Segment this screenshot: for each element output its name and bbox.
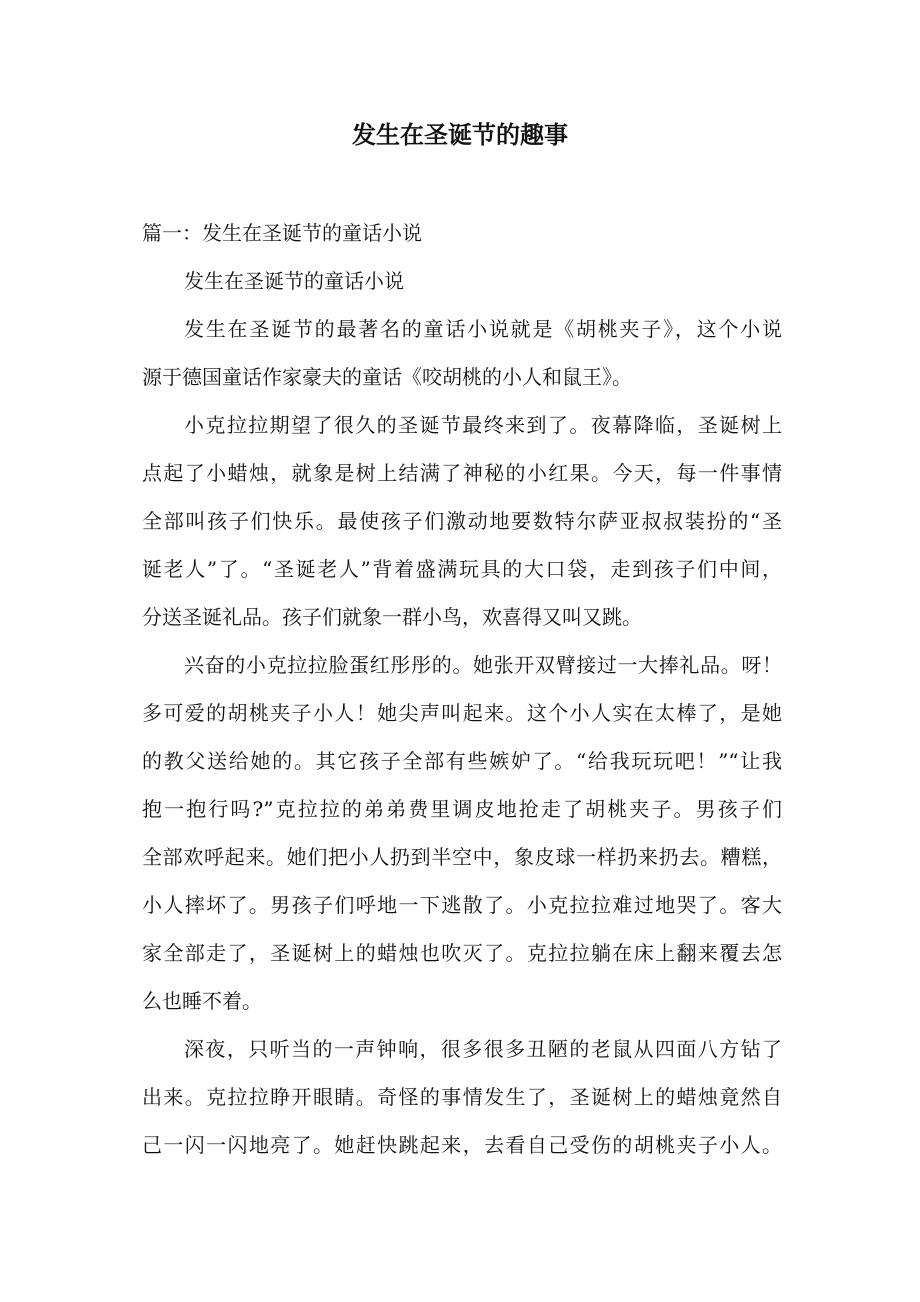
text-line: 源于德国童话作家豪夫的童话《咬胡桃的小人和鼠王》。	[142, 365, 632, 389]
text-line: 分送圣诞礼品。孩子们就象一群小鸟，欢喜得又叫又跳。	[142, 605, 642, 629]
text-line: 兴奋的小克拉拉脸蛋红彤彤的。她张开双臂接过一大捧礼品。呀！	[184, 653, 782, 677]
text-line: 篇一：发生在圣诞节的童话小说	[142, 221, 422, 245]
text-line: 出来。克拉拉睁开眼睛。奇怪的事情发生了，圣诞树上的蜡烛竟然自	[142, 1085, 782, 1109]
text-line: 小人摔坏了。男孩子们呼地一下逃散了。小克拉拉难过地哭了。客大	[142, 893, 782, 917]
text-line: 点起了小蜡烛，就象是树上结满了神秘的小红果。今天，每一件事情	[142, 461, 782, 485]
paragraph	[142, 1025, 782, 1169]
section-heading	[142, 209, 782, 257]
text-line: 的教父送给她的。其它孩子全部有些嫉妒了。“给我玩玩吧！”“让我	[142, 749, 782, 773]
text-line: 全部叫孩子们快乐。最使孩子们激动地要数特尔萨亚叔叔装扮的“圣	[142, 509, 782, 533]
text-line: 么也睡不着。	[142, 989, 262, 1013]
paragraph	[142, 257, 782, 305]
text-line: 己一闪一闪地亮了。她赶快跳起来，去看自己受伤的胡桃夹子小人。	[142, 1133, 782, 1157]
text-line: 小克拉拉期望了很久的圣诞节最终来到了。夜幕降临，圣诞树上	[184, 413, 782, 437]
text-line: 抱一抱行吗?”克拉拉的弟弟费里调皮地抢走了胡桃夹子。男孩子们	[142, 797, 782, 821]
text-line: 深夜，只听当的一声钟响，很多很多丑陋的老鼠从四面八方钻了	[184, 1037, 782, 1061]
paragraph	[142, 305, 782, 401]
text-line: 诞老人”了。“圣诞老人”背着盛满玩具的大口袋，走到孩子们中间，	[142, 557, 782, 581]
text-line: 全部欢呼起来。她们把小人扔到半空中，象皮球一样扔来扔去。糟糕，	[142, 845, 782, 869]
document-body	[142, 209, 782, 1169]
paragraph	[142, 641, 782, 1025]
text-line: 发生在圣诞节的童话小说	[184, 269, 404, 293]
text-line: 多可爱的胡桃夹子小人！她尖声叫起来。这个小人实在太棒了，是她	[142, 701, 782, 725]
text-line: 发生在圣诞节的最著名的童话小说就是《胡桃夹子》，这个小说	[184, 317, 782, 341]
paragraph	[142, 401, 782, 641]
text-line: 家全部走了，圣诞树上的蜡烛也吹灭了。克拉拉躺在床上翻来覆去怎	[142, 941, 782, 965]
document-title: 发生在圣诞节的趣事	[352, 120, 568, 149]
